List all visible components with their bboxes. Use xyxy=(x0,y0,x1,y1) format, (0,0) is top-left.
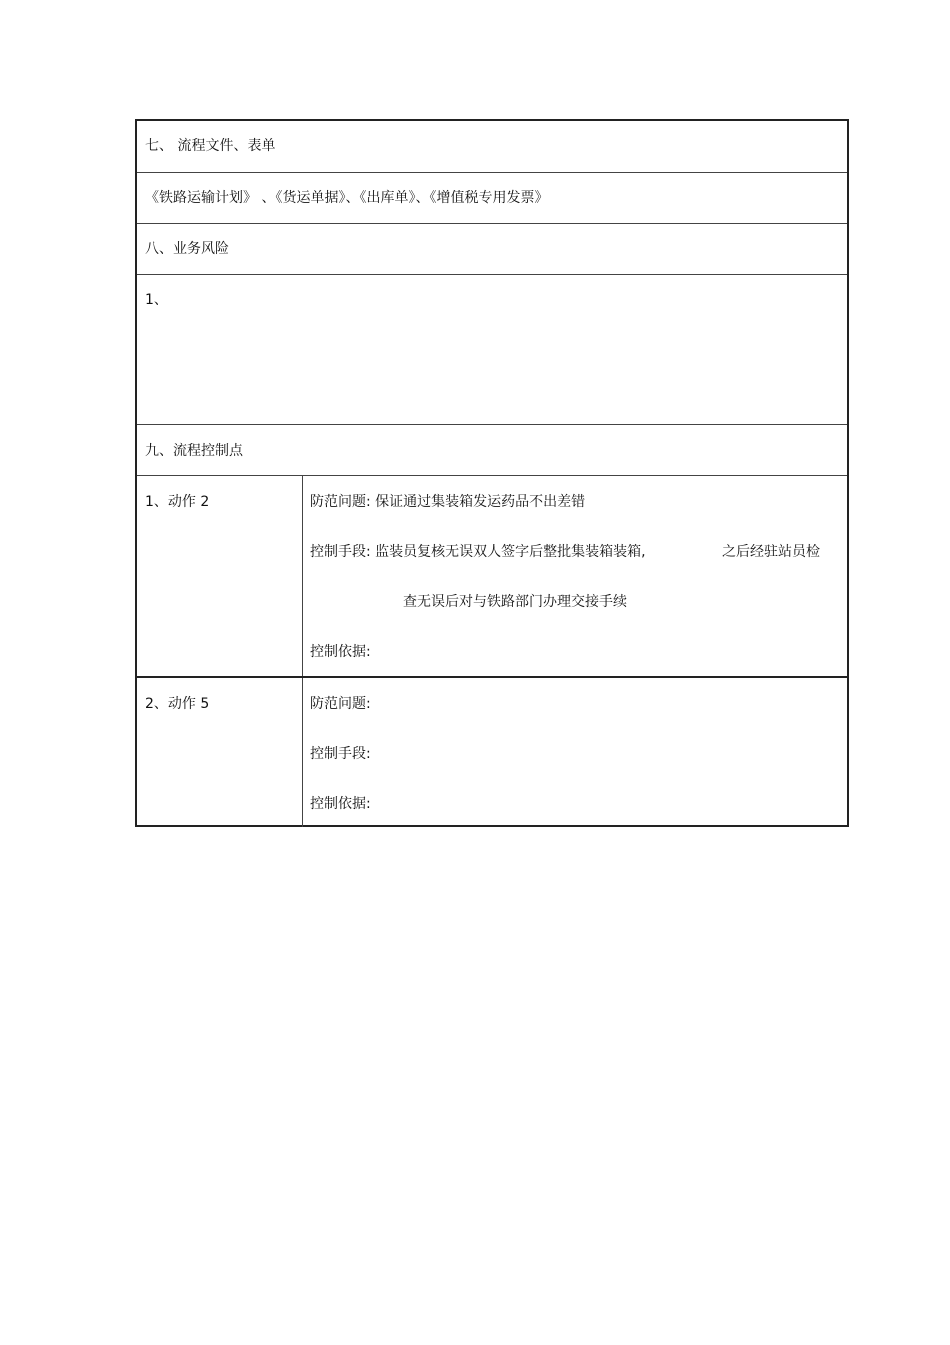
section-8-risk-row xyxy=(137,275,847,425)
control-point-label: 1、动作 2 xyxy=(145,494,210,510)
section-9-heading: 九、流程控制点 xyxy=(145,443,243,459)
control-point-basis: 控制依据: xyxy=(310,644,371,660)
section-7-content: 《铁路运输计划》 、《货运单据》、《出库单》、《增值税专用发票》 xyxy=(145,190,549,206)
section-7-heading: 七、 流程文件、表单 xyxy=(145,138,276,154)
control-point-means: 控制手段: 监装员复核无误双人签字后整批集装箱装箱, xyxy=(310,544,646,560)
column-divider xyxy=(302,476,303,676)
section-8-heading: 八、业务风险 xyxy=(145,241,229,257)
section-7-content-row xyxy=(137,173,847,224)
control-point-means-line-2: 查无误后对与铁路部门办理交接手续 xyxy=(403,594,627,610)
control-point-means: 控制手段: xyxy=(310,746,371,762)
control-point-means-continued: 之后经驻站员检 xyxy=(722,544,820,560)
section-9-heading-row xyxy=(137,425,847,476)
column-divider xyxy=(302,678,303,827)
control-point-basis: 控制依据: xyxy=(310,796,371,812)
section-7-heading-row xyxy=(137,121,847,173)
control-point-row-1 xyxy=(137,476,847,678)
risk-item-1: 1、 xyxy=(145,292,168,308)
process-document-table xyxy=(135,119,849,827)
section-8-heading-row xyxy=(137,224,847,275)
control-point-issue: 防范问题: xyxy=(310,696,371,712)
control-point-issue: 防范问题: 保证通过集装箱发运药品不出差错 xyxy=(310,494,586,510)
control-point-label: 2、动作 5 xyxy=(145,696,210,712)
control-point-row-2 xyxy=(137,678,847,827)
